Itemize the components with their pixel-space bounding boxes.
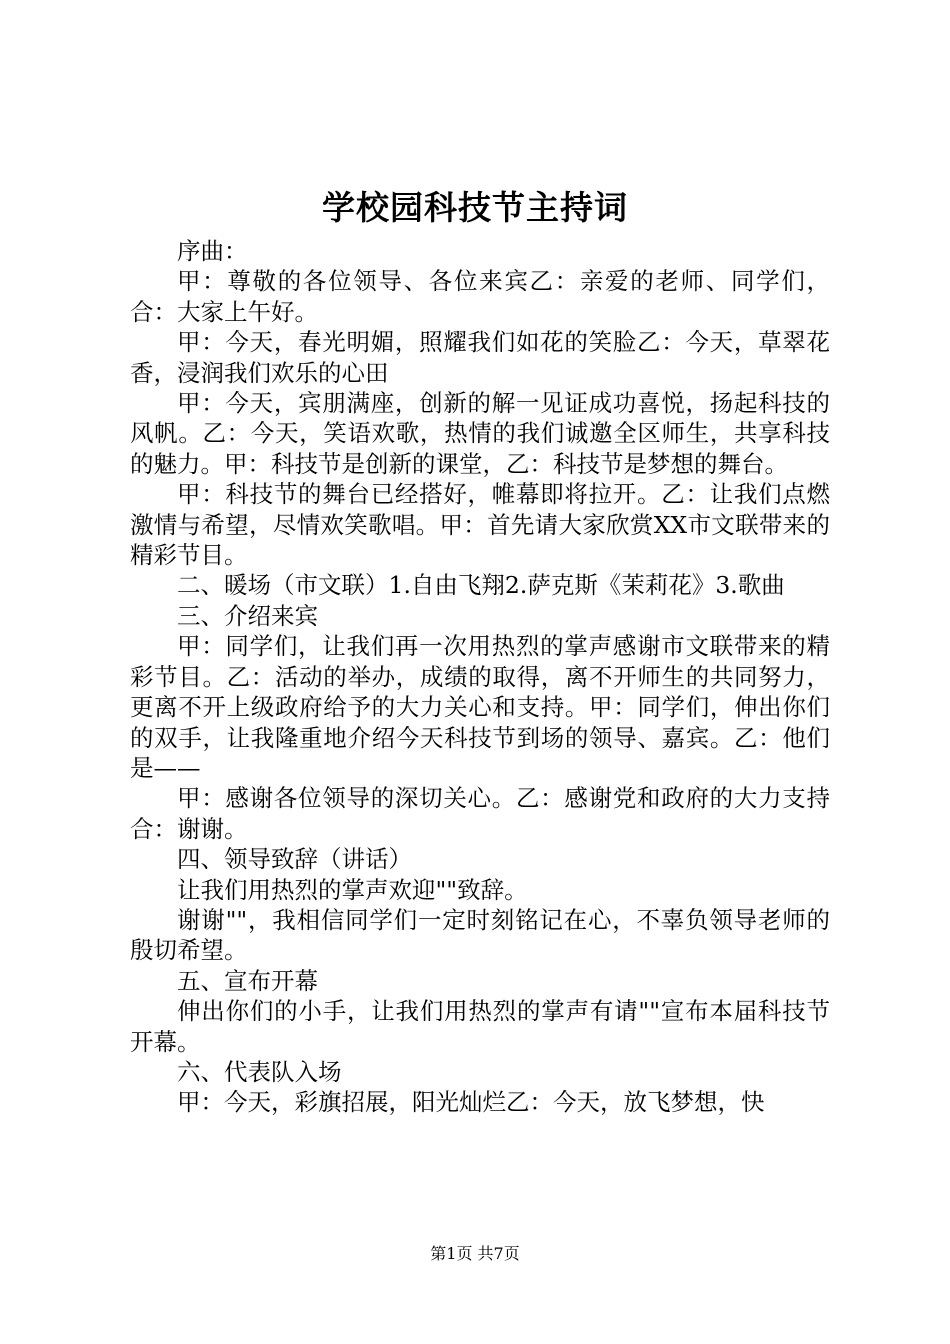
paragraph: 甲：今天，春光明媚，照耀我们如花的笑脸乙：今天，草翠花香，浸润我们欢乐的心田 bbox=[130, 328, 830, 387]
section-heading: 二、暖场（市文联）1.自由飞翔2.萨克斯《茉莉花》3.歌曲 bbox=[177, 571, 785, 600]
section-heading: 五、宣布开幕 bbox=[177, 966, 318, 995]
page-footer: 第1页 共7页 bbox=[430, 1244, 520, 1263]
document-title: 学校园科技节主持词 bbox=[322, 188, 628, 227]
paragraph: 序曲： bbox=[177, 237, 248, 265]
paragraph: 甲：科技节的舞台已经搭好，帷幕即将拉开。乙：让我们点燃激情与希望，尽情欢笑歌唱。甲：首先请大家欣赏XX市文联带来的精彩节目。 bbox=[130, 480, 830, 570]
section-heading: 四、领导致辞（讲话） bbox=[177, 845, 412, 874]
paragraph: 谢谢""，我相信同学们一定时刻铭记在心，不辜负领导老师的殷切希望。 bbox=[130, 905, 830, 965]
paragraph: 甲：今天，宾朋满座，创新的解一见证成功喜悦，扬起科技的风帆。乙：今天，笑语欢歌，热情的我们诚邀全区师生，共享科技的魅力。甲：科技节是创新的课堂，乙：科技节是梦想的舞台。 bbox=[130, 389, 830, 478]
paragraph: 让我们用热烈的掌声欢迎""致辞。 bbox=[177, 875, 528, 904]
paragraph: 伸出你们的小手，让我们用热烈的掌声有请""宣布本届科技节开幕。 bbox=[130, 997, 830, 1056]
section-heading: 六、代表队入场 bbox=[177, 1057, 342, 1086]
paragraph: 甲：尊敬的各位领导、各位来宾乙：亲爱的老师、同学们，合：大家上午好。 bbox=[130, 267, 830, 326]
paragraph: 甲：感谢各位领导的深切关心。乙：感谢党和政府的大力支持合：谢谢。 bbox=[130, 784, 830, 843]
section-heading: 三、介绍来宾 bbox=[177, 601, 318, 630]
paragraph: 甲：同学们，让我们再一次用热烈的掌声感谢市文联带来的精彩节目。乙：活动的举办，成绩的取得，离不开师生的共同努力，更离不开上级政府给予的大力关心和支持。甲：同学们，伸出你们的双手，让我隆重地介绍今天科技节到场的领导、嘉宾。乙：他们是—— bbox=[130, 632, 830, 782]
paragraph: 甲：今天，彩旗招展，阳光灿烂乙：今天，放飞梦想，快 bbox=[177, 1088, 765, 1117]
document-body bbox=[130, 236, 830, 1118]
